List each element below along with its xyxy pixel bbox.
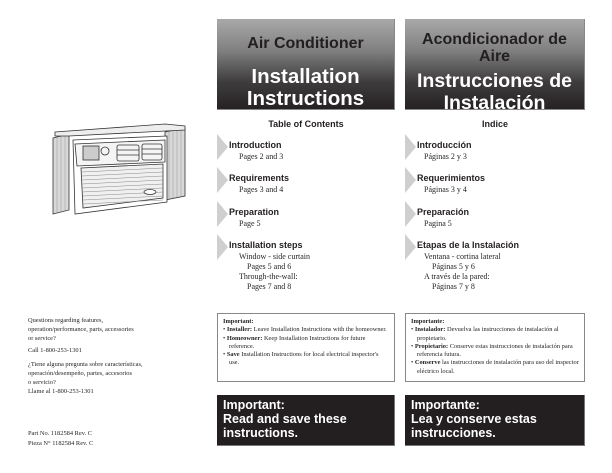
- read-and-save-notice: [217, 395, 395, 446]
- notice-line: instructions.: [223, 426, 299, 440]
- document-title: [217, 66, 394, 110]
- toc-pages: Pages 2 and 3: [239, 152, 284, 161]
- item-text: Keep Installation Instructions for future reference.: [229, 334, 366, 350]
- toc-title: Table of Contents: [268, 119, 344, 129]
- arrow-icon: [405, 201, 416, 227]
- item-label: Propietario:: [414, 342, 449, 350]
- contact-text: o servicio?: [28, 379, 56, 386]
- toc-subheading: Ventana - cortina lateral: [424, 252, 501, 261]
- contact-text: operación/desempeño, partes, accesorios: [28, 370, 132, 377]
- toc-pages: Pagina 5: [424, 219, 452, 228]
- part-number-english: Part No. 1182584 Rev. C: [28, 430, 92, 437]
- contact-info-english: [28, 316, 134, 355]
- toc-subheading: Window - side curtain: [239, 252, 310, 261]
- notice-line: Important:: [223, 398, 285, 412]
- contact-text: operation/performance, parts, accessories: [28, 326, 134, 333]
- phone-number: Llame al 1-800-253-1301: [28, 388, 94, 395]
- toc-title: Indice: [481, 119, 508, 129]
- toc-heading: Preparation: [229, 207, 280, 217]
- toc-pages: Pages 7 and 8: [247, 282, 292, 291]
- item-label: Instalador:: [414, 326, 446, 334]
- important-title: Importante:: [411, 318, 445, 325]
- toc-heading: Requerimientos: [417, 173, 486, 183]
- important-item: • Save Installation Instructions for local electrical inspector's use.: [223, 351, 379, 367]
- item-text: Devuelva las instrucciones de instalación al propietario.: [417, 326, 559, 342]
- title-line: Instrucciones de: [417, 70, 572, 92]
- item-label: Save: [226, 351, 240, 359]
- title-line: Instructions: [246, 87, 365, 110]
- toc-subheading: Through-the-wall:: [239, 272, 298, 281]
- toc-heading: Introduction: [229, 140, 282, 150]
- item-text: Leave Installation Instructions with the homeowner.: [252, 326, 387, 334]
- toc-heading: Requirements: [229, 173, 290, 183]
- item-text: Conserve estas instrucciones de instalación para referencia futura.: [417, 342, 573, 359]
- notice-line: Importante:: [411, 398, 480, 412]
- arrow-icon: [405, 234, 416, 260]
- item-label: Conserve: [414, 359, 441, 367]
- part-numbers: [28, 429, 93, 449]
- important-notes-box: [217, 313, 395, 382]
- important-title: Important:: [223, 318, 254, 325]
- contact-text: ¿Tiene alguna pregunta sobre características,: [28, 361, 143, 368]
- item-label: Homeowner:: [226, 334, 263, 342]
- toc-heading: Preparación: [417, 207, 470, 217]
- contact-text: or service?: [28, 335, 56, 342]
- toc-heading: Installation steps: [229, 240, 303, 250]
- arrow-icon: [405, 134, 416, 160]
- spanish-column: [405, 0, 585, 473]
- title-line: Installation: [251, 65, 360, 88]
- read-and-save-notice: [405, 395, 585, 446]
- important-notes-box: [405, 313, 585, 382]
- title-line: Instalación: [443, 92, 546, 114]
- arrow-icon: [217, 167, 228, 193]
- document-title: [405, 70, 584, 114]
- english-header: [217, 19, 395, 110]
- toc-pages: Page 5: [239, 219, 261, 228]
- toc-heading: Etapas de la Instalación: [417, 240, 520, 250]
- item-label: Installer:: [226, 326, 253, 334]
- notice-line: Lea y conserve estas: [411, 412, 537, 426]
- spanish-header: [405, 19, 585, 114]
- toc-pages: Páginas 5 y 6: [432, 262, 475, 271]
- arrow-icon: [217, 234, 228, 260]
- important-item: • Instalador: Devuelva las instrucciones de instalación al propietario.: [411, 326, 559, 342]
- window-air-conditioner-icon: [45, 118, 190, 226]
- item-text: Installation Instructions for local electrical inspector's use.: [229, 351, 379, 367]
- contact-info-spanish: [28, 360, 143, 396]
- important-item: • Homeowner: Keep Installation Instructions for future reference.: [223, 334, 366, 350]
- arrow-icon: [217, 134, 228, 160]
- product-line: Acondicionador de: [422, 31, 567, 48]
- toc-pages: Páginas 2 y 3: [424, 152, 467, 161]
- air-conditioner-illustration: [45, 118, 190, 226]
- notice-line: Read and save these: [223, 412, 347, 426]
- important-item: • Conserve las instrucciones de instalación para uso del inspector eléctrico local.: [411, 359, 579, 375]
- part-number-spanish: Pieza N° 1182584 Rev. C: [28, 440, 94, 447]
- contact-text: Questions regarding features,: [28, 317, 104, 324]
- toc-heading: Introducción: [417, 140, 472, 150]
- toc-pages: Páginas 7 y 8: [432, 282, 475, 291]
- arrow-icon: [217, 201, 228, 227]
- important-item: • Installer: Leave Installation Instructions with the homeowner.: [223, 326, 387, 334]
- arrow-icon: [405, 167, 416, 193]
- important-item: • Propietario: Conserve estas instrucciones de instalación para referencia futura.: [411, 342, 573, 359]
- product-line: Aire: [478, 48, 511, 65]
- english-column: [217, 0, 395, 473]
- product-name: [405, 31, 584, 65]
- phone-number: Call 1-800-253-1301: [28, 347, 82, 354]
- product-name: Air Conditioner: [247, 35, 364, 52]
- toc-subheading: A través de la pared:: [424, 272, 490, 281]
- notice-line: instrucciones.: [411, 426, 496, 440]
- toc-pages: Pages 5 and 6: [247, 262, 292, 271]
- toc-pages: Páginas 3 y 4: [424, 185, 467, 194]
- toc-pages: Pages 3 and 4: [239, 185, 284, 194]
- item-text: las instrucciones de instalación para uso del inspector eléctrico local.: [417, 359, 579, 375]
